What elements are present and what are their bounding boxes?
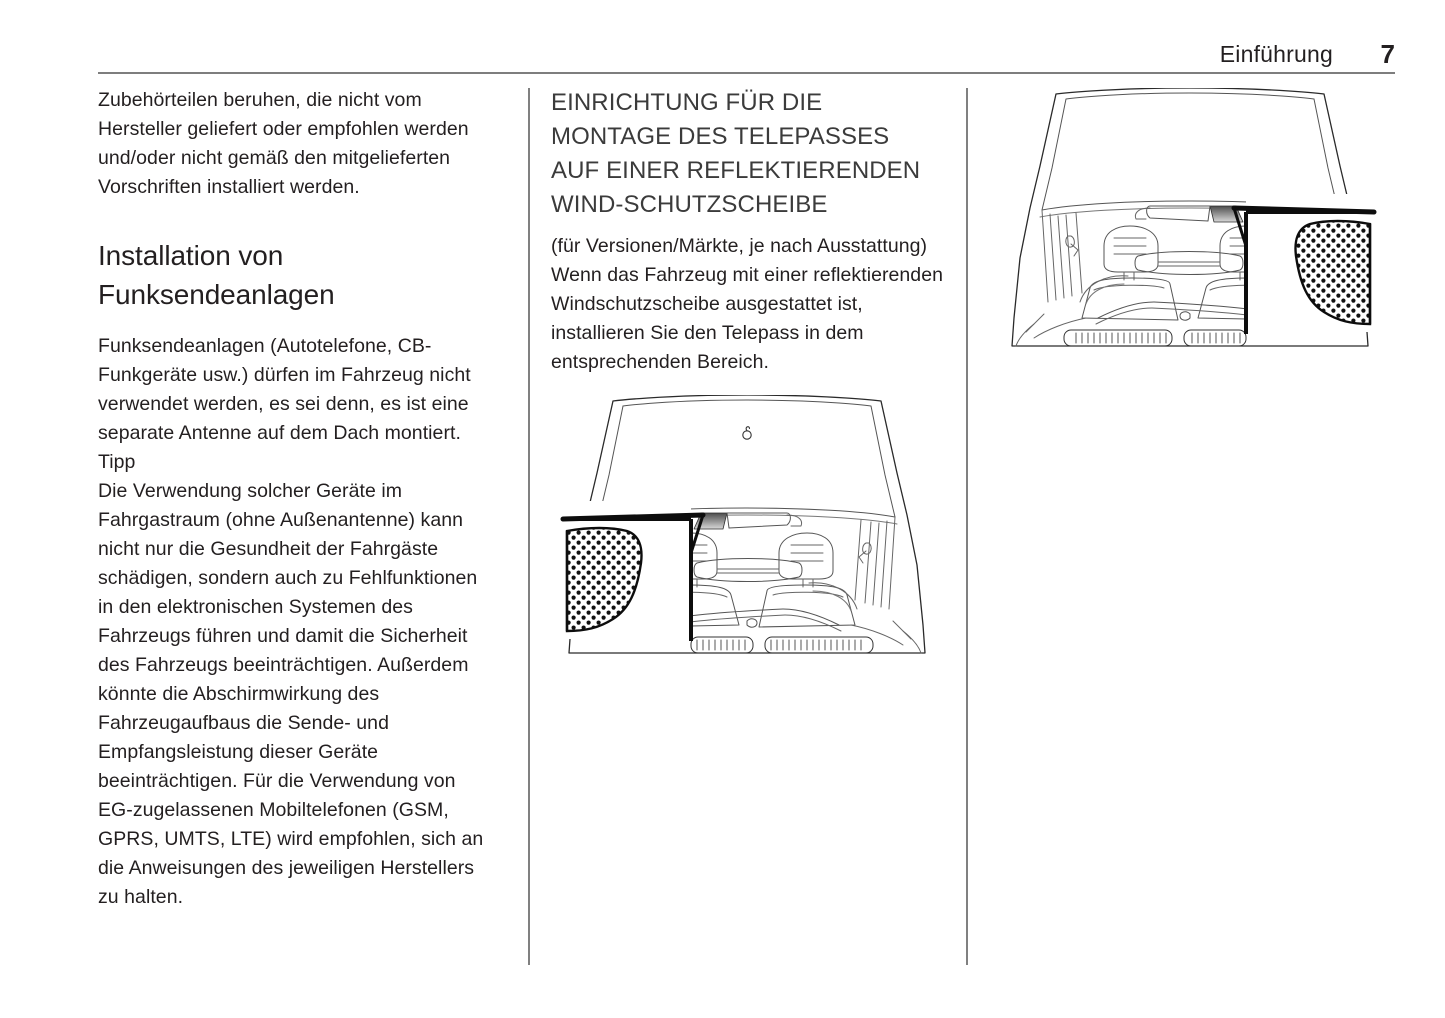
header-divider-rule [98, 72, 1395, 74]
paragraph-tip-body: Die Verwendung solcher Geräte im Fahrgastraum (ohne Außenantenne) kann nicht nur die Gesundheit der Fahrgäste schädigen, sondern auch zu Fehlfunktionen in den elektronischen Systemen des Fahrzeugs führen und damit die Sicherheit des Fahrzeugs beeinträchtigen. Außerdem könnte die Abschirmwirkung des Fahrzeugaufbaus die Sende- und Empfangsleistung dieser Geräte beeinträchtigen. Für die Verwendung von EG-zugelassenen Mobiltelefonen (GSM, GPRS, UMTS, LTE) wird empfohlen, sich an die Anweisungen des jeweiligen Herstellers zu halten. [98, 480, 484, 908]
page-header [98, 36, 1395, 74]
column-divider-2 [966, 88, 968, 965]
continued-paragraph: Zubehörteilen beruhen, die nicht vom Hersteller geliefert oder empfohlen werden und/oder nicht gemäß den mitgelieferten Vorschriften installiert werden. [98, 89, 469, 198]
availability-note: (für Versionen/Märkte, je nach Ausstattung) [551, 235, 928, 257]
tip-label: Tipp [98, 451, 136, 473]
column-divider-1 [528, 88, 530, 965]
page-number: 7 [1380, 39, 1395, 69]
text-column-1 [98, 86, 495, 912]
text-column-2 [551, 86, 943, 661]
figure-windshield-left-callout [551, 395, 943, 661]
figure-windshield-right-callout [990, 88, 1395, 354]
section-heading-telepass: EINRICHTUNG FÜR DIE MONTAGE DES TELEPASSES AUF EINER REFLEKTIERENDEN WIND-SCHUTZSCHEIBE [551, 89, 921, 218]
paragraph-radio-transmitters: Funksendeanlagen (Autotelefone, CB-Funkgeräte usw.) dürfen im Fahrzeug nicht verwendet werden, es sei denn, es ist eine separate Antenne auf dem Dach montiert. [98, 335, 471, 444]
page-header-title: Einführung [1219, 41, 1333, 67]
figure-column-3 [990, 86, 1395, 354]
paragraph-telepass-install: Wenn das Fahrzeug mit einer reflektierenden Windschutzscheibe ausgestattet ist, installieren Sie den Telepass in dem entsprechenden Bereich. [551, 264, 943, 373]
section-heading-funksendeanlagen: Installation von Funksendeanlagen [98, 240, 335, 310]
